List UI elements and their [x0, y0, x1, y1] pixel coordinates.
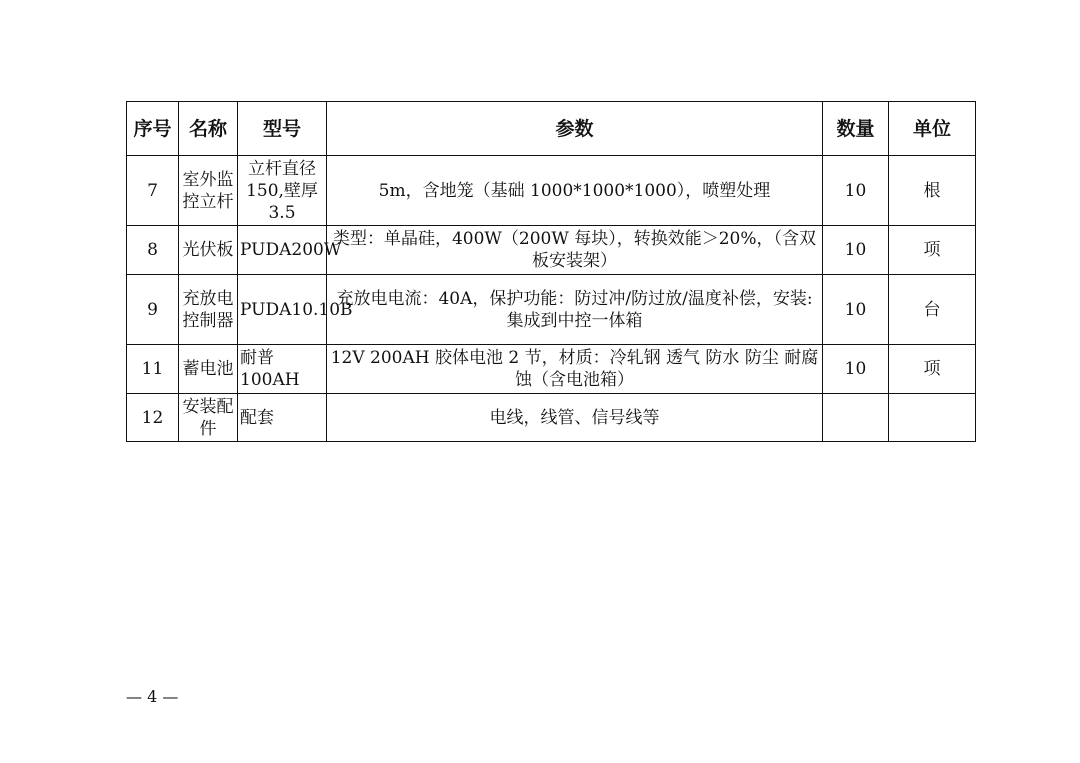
- cell-seq: 12: [127, 394, 179, 442]
- cell-unit: 根: [889, 156, 976, 226]
- cell-model: PUDA200W: [238, 226, 327, 275]
- table-row: [127, 156, 976, 226]
- cell-params: 电线，线管、信号线等: [327, 394, 823, 442]
- spec-table: [126, 101, 976, 442]
- cell-seq: 9: [127, 275, 179, 345]
- cell-name: 光伏板: [179, 226, 238, 275]
- cell-seq: 8: [127, 226, 179, 275]
- table-row: [127, 226, 976, 275]
- cell-unit: 项: [889, 345, 976, 394]
- table-row: [127, 275, 976, 345]
- cell-name: 充放电控制器: [179, 275, 238, 345]
- cell-seq: 7: [127, 156, 179, 226]
- cell-unit: [889, 394, 976, 442]
- cell-params: 充放电电流：40A，保护功能：防过冲/防过放/温度补偿，安装:集成到中控一体箱: [327, 275, 823, 345]
- cell-seq: 11: [127, 345, 179, 394]
- cell-model: PUDA10.10B: [238, 275, 327, 345]
- page-number: — 4 —: [126, 687, 179, 706]
- header-unit: 单位: [889, 102, 976, 156]
- cell-name: 室外监控立杆: [179, 156, 238, 226]
- table-row: [127, 394, 976, 442]
- header-seq: 序号: [127, 102, 179, 156]
- cell-params: 12V 200AH 胶体电池 2 节，材质：冷轧钢 透气 防水 防尘 耐腐蚀（含电池箱）: [327, 345, 823, 394]
- cell-model: 立杆直径150,壁厚3.5: [238, 156, 327, 226]
- cell-model: 配套: [238, 394, 327, 442]
- cell-model: 耐普100AH: [238, 345, 327, 394]
- header-name: 名称: [179, 102, 238, 156]
- cell-params: 5m，含地笼（基础 1000*1000*1000），喷塑处理: [327, 156, 823, 226]
- cell-qty: 10: [823, 275, 889, 345]
- cell-unit: 台: [889, 275, 976, 345]
- cell-unit: 项: [889, 226, 976, 275]
- cell-qty: 10: [823, 156, 889, 226]
- cell-qty: 10: [823, 226, 889, 275]
- cell-name: 安装配件: [179, 394, 238, 442]
- cell-params: 类型：单晶硅，400W（200W 每块），转换效能＞20%，（含双板安装架）: [327, 226, 823, 275]
- cell-qty: 10: [823, 345, 889, 394]
- table-header-row: [127, 102, 976, 156]
- table-row: [127, 345, 976, 394]
- header-params: 参数: [327, 102, 823, 156]
- cell-qty: [823, 394, 889, 442]
- header-qty: 数量: [823, 102, 889, 156]
- cell-name: 蓄电池: [179, 345, 238, 394]
- header-model: 型号: [238, 102, 327, 156]
